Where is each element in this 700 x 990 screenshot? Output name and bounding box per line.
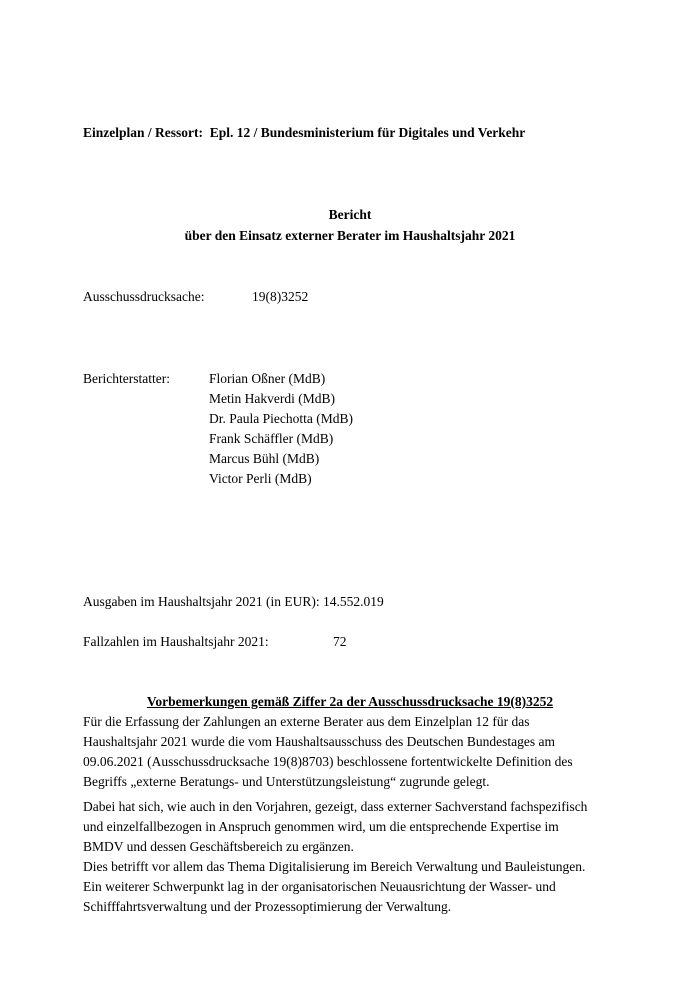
- einzelplan-label: Einzelplan / Ressort:: [83, 125, 203, 140]
- reporter-name: Marcus Bühl (MdB): [209, 451, 320, 466]
- vorbemerkungen-paragraph-1: [83, 712, 628, 792]
- reporter-name: Victor Perli (MdB): [209, 471, 312, 486]
- fallzahlen-value: 72: [333, 634, 347, 649]
- paragraph-line: Haushaltsjahr 2021 wurde die vom Haushaltsausschuss des Deutschen Bundestages am: [83, 734, 556, 749]
- paragraph-line: und einzelfallbezogen in Anspruch genommen wird, um die entsprechende Expertise im: [83, 819, 559, 834]
- drucksache-label: Ausschussdrucksache:: [83, 289, 205, 304]
- reporter-name: Metin Hakverdi (MdB): [209, 391, 335, 406]
- report-title: Bericht: [328, 207, 372, 222]
- paragraph-line: Für die Erfassung der Zahlungen an externe Berater aus dem Einzelplan 12 für das: [83, 714, 530, 729]
- reporter-name: Frank Schäffler (MdB): [209, 431, 334, 446]
- paragraph-line: Dies betrifft vor allem das Thema Digitalisierung im Bereich Verwaltung und Bauleistungen.: [83, 859, 586, 874]
- einzelplan-line: [83, 123, 525, 143]
- paragraph-line: Ein weiterer Schwerpunkt lag in der organisatorischen Neuausrichtung der Wasser- und: [83, 879, 556, 894]
- ausgaben-label: Ausgaben im Haushaltsjahr 2021 (in EUR):: [83, 594, 320, 609]
- reporter-name: Dr. Paula Piechotta (MdB): [209, 411, 353, 426]
- reporter-name: Florian Oßner (MdB): [209, 371, 326, 386]
- paragraph-line: BMDV und dessen Geschäftsbereich zu ergänzen.: [83, 839, 354, 854]
- vorbemerkungen-heading: Vorbemerkungen gemäß Ziffer 2a der Ausschussdrucksache 19(8)3252: [146, 694, 554, 709]
- berichterstatter-label: Berichterstatter:: [83, 371, 170, 386]
- ausgaben-line: [83, 592, 384, 612]
- paragraph-line: Dabei hat sich, wie auch in den Vorjahren, gezeigt, dass externer Sachverstand fachspezifisch: [83, 799, 588, 814]
- fallzahlen-label: Fallzahlen im Haushaltsjahr 2021:: [83, 634, 269, 649]
- drucksache-value: 19(8)3252: [252, 289, 309, 304]
- paragraph-line: Begriffs „externe Beratungs- und Unterstützungsleistung“ zugrunde gelegt.: [83, 774, 490, 789]
- ausgaben-value: 14.552.019: [322, 594, 384, 609]
- paragraph-line: Schifffahrtsverwaltung und der Prozessoptimierung der Verwaltung.: [83, 899, 452, 914]
- einzelplan-value: Epl. 12 / Bundesministerium für Digitales und Verkehr: [209, 125, 526, 140]
- paragraph-line: 09.06.2021 (Ausschussdrucksache 19(8)8703) beschlossene fortentwickelte Definition des: [83, 754, 573, 769]
- report-subtitle: über den Einsatz externer Berater im Haushaltsjahr 2021: [184, 228, 516, 243]
- vorbemerkungen-paragraph-2: [83, 797, 628, 917]
